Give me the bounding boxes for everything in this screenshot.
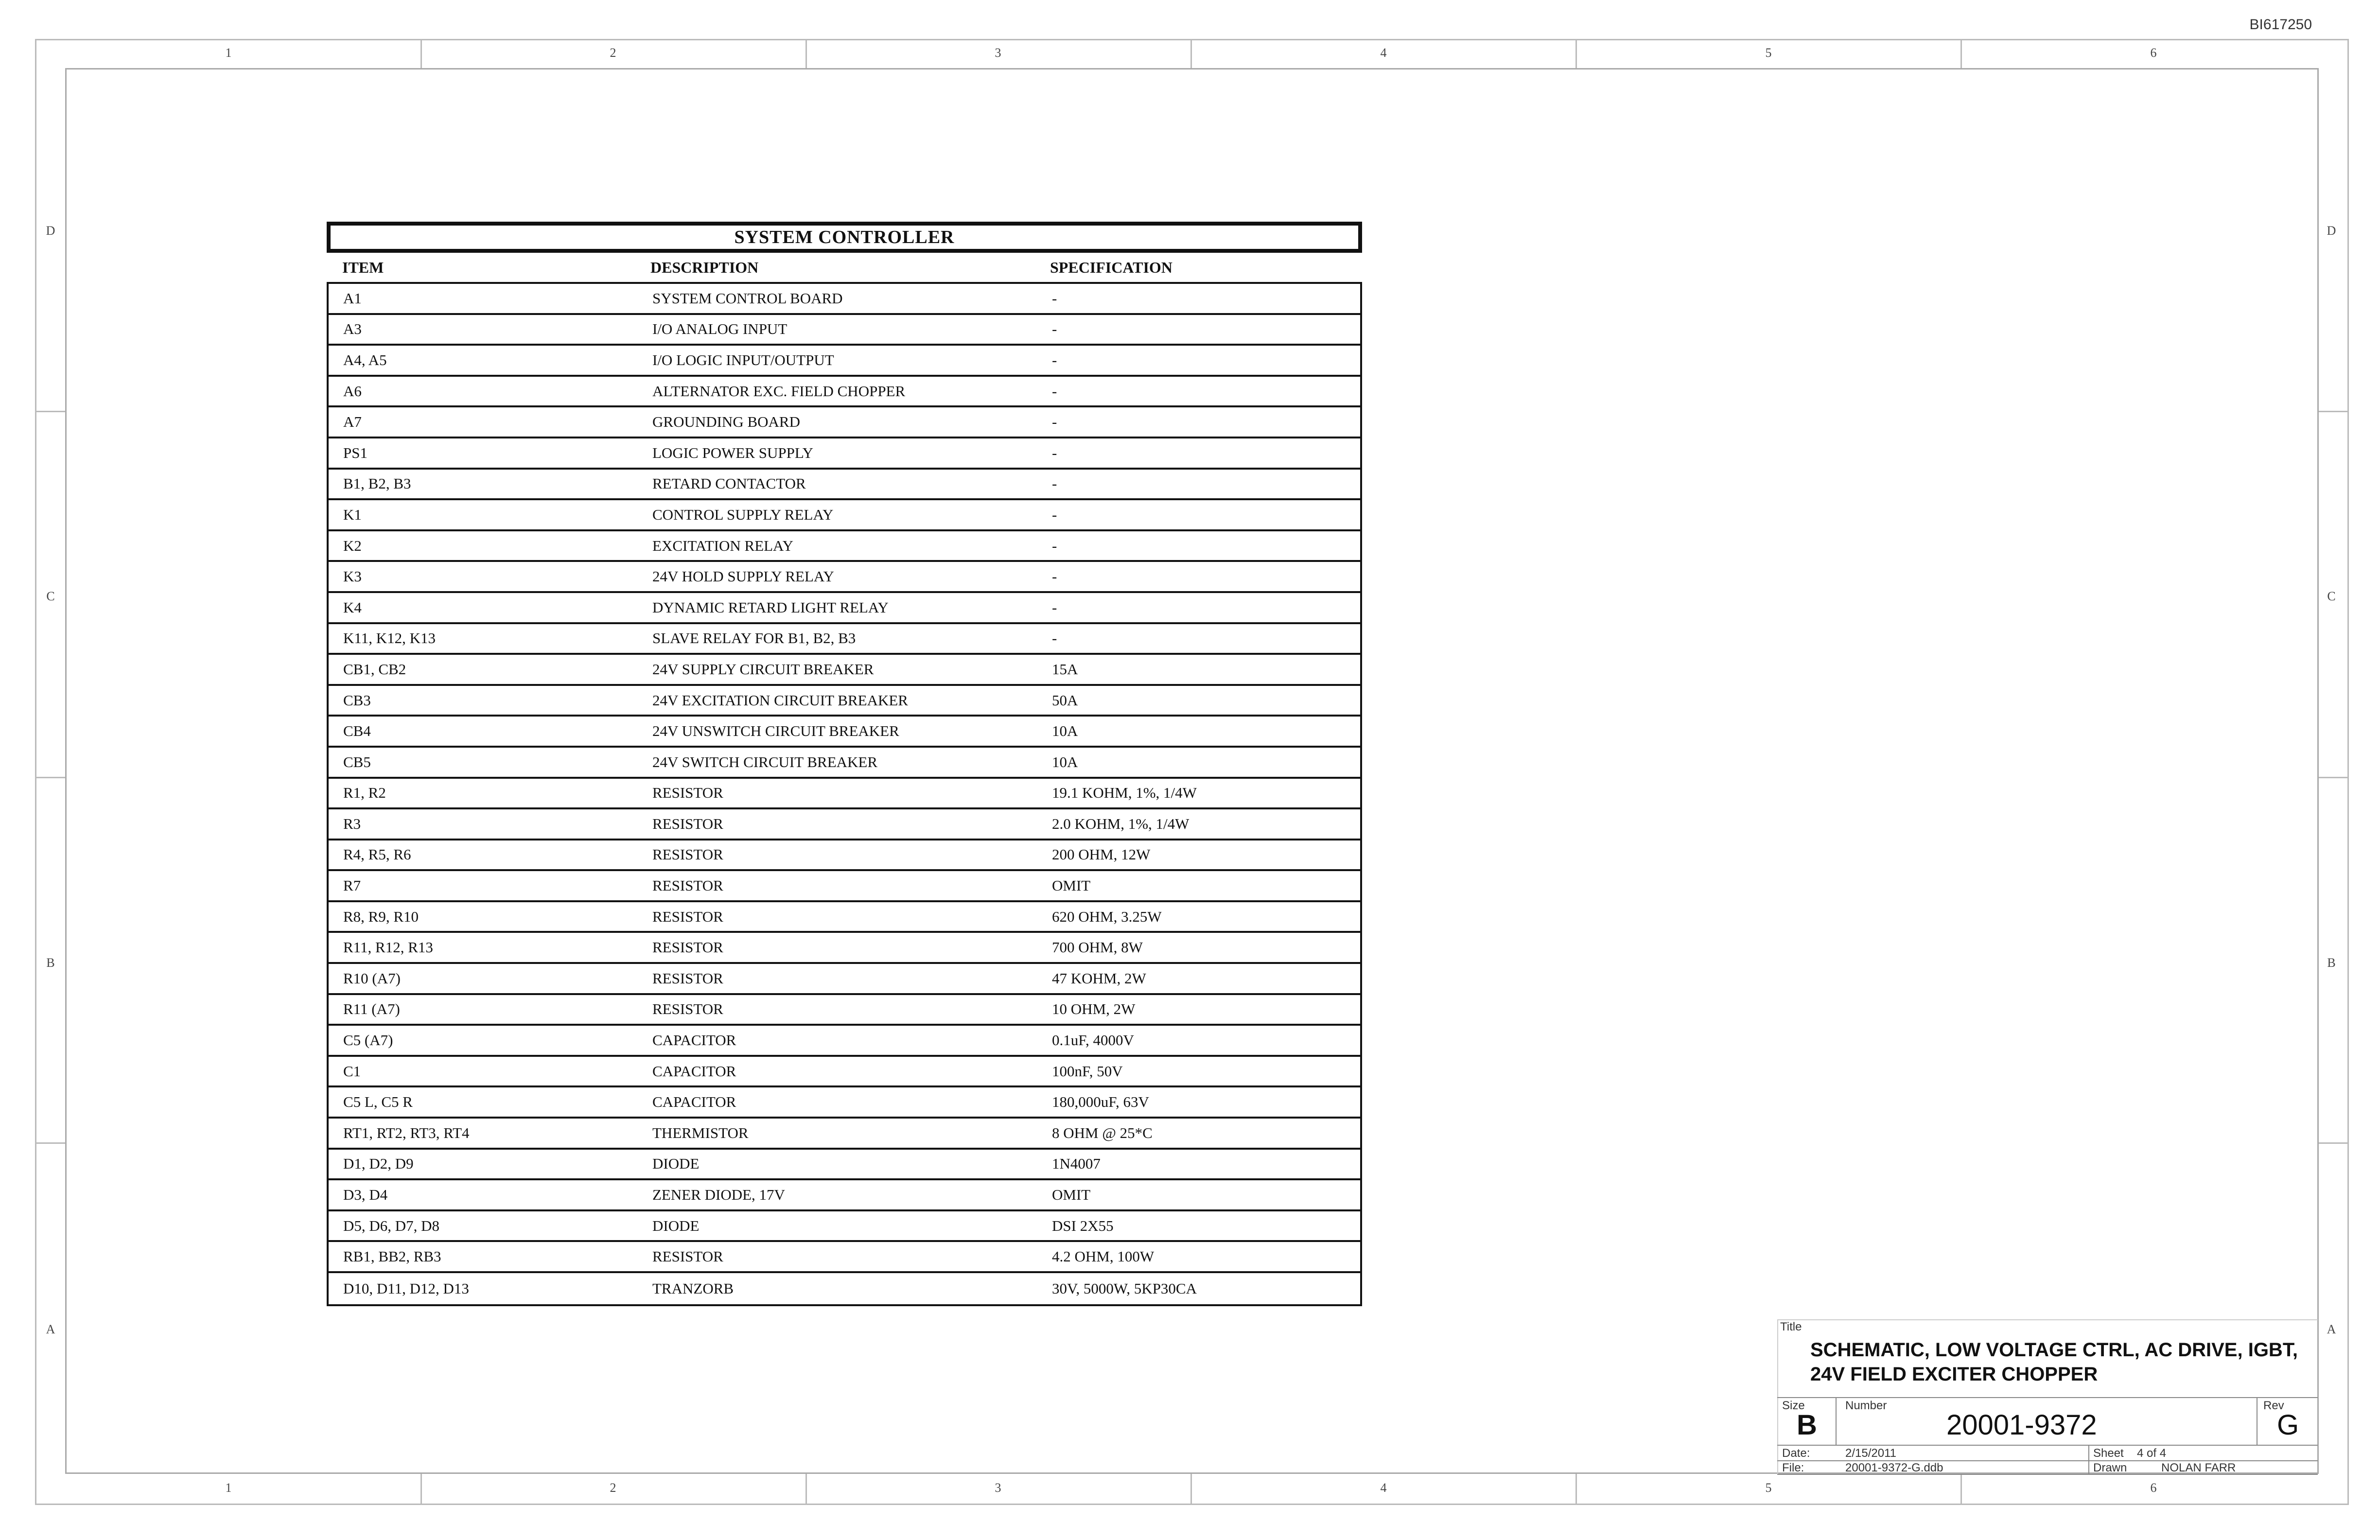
cell-item: C1	[343, 1062, 361, 1080]
cell-item: R8, R9, R10	[343, 908, 419, 925]
table-row	[329, 315, 1360, 346]
row-divider	[35, 1142, 65, 1144]
cell-item: C5 (A7)	[343, 1032, 393, 1049]
cell-description: CAPACITOR	[652, 1032, 736, 1049]
cell-specification: 700 OHM, 8W	[1052, 939, 1143, 956]
zone-label-col: 5	[1765, 46, 1772, 60]
cell-specification: 200 OHM, 12W	[1052, 846, 1151, 863]
cell-description: TRANZORB	[652, 1279, 734, 1297]
table-row	[329, 933, 1360, 964]
file-label: File:	[1782, 1461, 1804, 1474]
table-row	[329, 284, 1360, 315]
cell-item: CB3	[343, 691, 371, 709]
table-row	[329, 686, 1360, 717]
header-item: ITEM	[342, 258, 384, 276]
zone-label-row: D	[2327, 224, 2336, 238]
column-divider	[1575, 39, 1577, 68]
file-value: 20001-9372-G.ddb	[1845, 1461, 1943, 1474]
cell-specification: 19.1 KOHM, 1%, 1/4W	[1052, 784, 1197, 802]
cell-specification: -	[1052, 568, 1057, 585]
cell-description: DYNAMIC RETARD LIGHT RELAY	[652, 598, 889, 616]
cell-specification: OMIT	[1052, 877, 1091, 894]
zone-label-col: 2	[610, 46, 616, 60]
drawing-title-line1: SCHEMATIC, LOW VOLTAGE CTRL, AC DRIVE, IGBT,	[1810, 1339, 2298, 1361]
cell-item: D3, D4	[343, 1186, 388, 1204]
cell-item: K1	[343, 506, 362, 523]
row-divider	[35, 777, 65, 778]
table-row	[329, 1026, 1360, 1057]
table-row	[329, 964, 1360, 995]
table-row	[329, 624, 1360, 655]
cell-specification: -	[1052, 320, 1057, 338]
cell-description: RESISTOR	[652, 908, 723, 925]
cell-specification: 50A	[1052, 691, 1078, 709]
cell-description: RESISTOR	[652, 939, 723, 956]
cell-description: 24V SUPPLY CIRCUIT BREAKER	[652, 660, 874, 678]
table-row	[329, 346, 1360, 377]
table-row	[329, 717, 1360, 748]
sheet-value: 4 of 4	[2137, 1447, 2167, 1460]
table-row	[329, 1180, 1360, 1211]
cell-specification: -	[1052, 598, 1057, 616]
cell-item: CB5	[343, 753, 371, 770]
table-row	[329, 1242, 1360, 1273]
row-divider	[35, 411, 65, 412]
cell-specification: 10 OHM, 2W	[1052, 1000, 1136, 1018]
column-divider	[805, 39, 807, 68]
rev-label: Rev	[2263, 1399, 2284, 1412]
cell-specification: 8 OHM @ 25*C	[1052, 1124, 1153, 1141]
cell-specification: 10A	[1052, 753, 1078, 770]
cell-description: GROUNDING BOARD	[652, 413, 800, 431]
table-row	[329, 1087, 1360, 1119]
cell-specification: -	[1052, 475, 1057, 492]
cell-specification: 10A	[1052, 722, 1078, 740]
zone-label-row: B	[46, 956, 55, 970]
cell-item: B1, B2, B3	[343, 475, 411, 492]
cell-item: R10 (A7)	[343, 969, 401, 987]
date-value: 2/15/2011	[1845, 1447, 1896, 1460]
table-row	[329, 562, 1360, 593]
cell-description: CONTROL SUPPLY RELAY	[652, 506, 834, 523]
cell-description: I/O LOGIC INPUT/OUTPUT	[652, 351, 834, 368]
cell-description: SLAVE RELAY FOR B1, B2, B3	[652, 630, 856, 647]
cell-specification: 180,000uF, 63V	[1052, 1093, 1149, 1111]
cell-item: R1, R2	[343, 784, 386, 802]
cell-description: 24V EXCITATION CIRCUIT BREAKER	[652, 691, 908, 709]
header-description: DESCRIPTION	[650, 258, 759, 276]
cell-description: RESISTOR	[652, 1000, 723, 1018]
cell-description: ZENER DIODE, 17V	[652, 1186, 785, 1204]
table-row	[329, 377, 1360, 408]
bom-table	[327, 222, 1362, 1306]
cell-specification: -	[1052, 413, 1057, 431]
cell-item: RT1, RT2, RT3, RT4	[343, 1124, 470, 1141]
title-label: Title	[1780, 1320, 1802, 1333]
cell-description: DIODE	[652, 1155, 700, 1172]
cell-description: 24V SWITCH CIRCUIT BREAKER	[652, 753, 878, 770]
cell-description: DIODE	[652, 1217, 700, 1234]
cell-description: RESISTOR	[652, 815, 723, 832]
table-row	[329, 871, 1360, 902]
table-row	[329, 995, 1360, 1026]
cell-specification: 4.2 OHM, 100W	[1052, 1248, 1155, 1265]
table-row	[329, 655, 1360, 686]
cell-specification: OMIT	[1052, 1186, 1091, 1204]
table-row	[329, 902, 1360, 933]
cell-description: CAPACITOR	[652, 1093, 736, 1111]
table-row	[329, 593, 1360, 624]
table-row	[329, 1119, 1360, 1150]
cell-description: RESISTOR	[652, 784, 723, 802]
cell-item: K3	[343, 568, 362, 585]
cell-item: PS1	[343, 444, 368, 461]
zone-label-col: 3	[995, 1481, 1001, 1495]
cell-specification: 100nF, 50V	[1052, 1062, 1123, 1080]
zone-label-col: 3	[995, 46, 1001, 60]
cell-item: K4	[343, 598, 362, 616]
cell-specification: -	[1052, 382, 1057, 400]
zone-label-row: B	[2327, 956, 2336, 970]
cell-specification: 2.0 KOHM, 1%, 1/4W	[1052, 815, 1190, 832]
drawn-value: NOLAN FARR	[2161, 1461, 2236, 1474]
column-divider	[1190, 1474, 1192, 1505]
column-divider	[420, 39, 422, 68]
zone-label-col: 2	[610, 1481, 616, 1495]
cell-specification: 15A	[1052, 660, 1078, 678]
cell-description: SYSTEM CONTROL BOARD	[652, 289, 843, 307]
column-divider	[420, 1474, 422, 1505]
size-label: Size	[1782, 1399, 1805, 1412]
cell-specification: 47 KOHM, 2W	[1052, 969, 1146, 987]
cell-specification: DSI 2X55	[1052, 1217, 1114, 1234]
cell-description: ALTERNATOR EXC. FIELD CHOPPER	[652, 382, 906, 400]
cell-description: RETARD CONTACTOR	[652, 475, 806, 492]
cell-item: A1	[343, 289, 362, 307]
table-row	[329, 1273, 1360, 1304]
table-row	[329, 500, 1360, 531]
title-block	[1777, 1319, 2318, 1475]
cell-item: R3	[343, 815, 361, 832]
drawing-title-line2: 24V FIELD EXCITER CHOPPER	[1810, 1364, 2098, 1385]
cell-item: C5 L, C5 R	[343, 1093, 413, 1111]
cell-description: RESISTOR	[652, 846, 723, 863]
drawn-label: Drawn	[2093, 1461, 2127, 1474]
sheet-label: Sheet	[2093, 1447, 2124, 1460]
cell-specification: 1N4007	[1052, 1155, 1101, 1172]
cell-description: 24V HOLD SUPPLY RELAY	[652, 568, 834, 585]
zone-label-col: 5	[1765, 1481, 1772, 1495]
cell-item: D10, D11, D12, D13	[343, 1279, 469, 1297]
date-label: Date:	[1782, 1447, 1810, 1460]
cell-specification: -	[1052, 630, 1057, 647]
cell-description: 24V UNSWITCH CIRCUIT BREAKER	[652, 722, 899, 740]
cell-item: R11, R12, R13	[343, 939, 433, 956]
column-divider	[1960, 39, 1962, 68]
table-row	[329, 407, 1360, 438]
zone-label-col: 4	[1380, 46, 1387, 60]
table-row	[329, 748, 1360, 779]
cell-item: K2	[343, 537, 362, 554]
cell-description: THERMISTOR	[652, 1124, 749, 1141]
zone-label-row: D	[46, 224, 55, 238]
cell-item: R11 (A7)	[343, 1000, 400, 1018]
cell-description: I/O ANALOG INPUT	[652, 320, 788, 338]
cell-item: D5, D6, D7, D8	[343, 1217, 440, 1234]
bom-title: SYSTEM CONTROLLER	[327, 222, 1362, 253]
column-divider	[1190, 39, 1192, 68]
cell-item: D1, D2, D9	[343, 1155, 414, 1172]
column-divider	[805, 1474, 807, 1505]
cell-description: RESISTOR	[652, 877, 723, 894]
cell-specification: -	[1052, 506, 1057, 523]
number-label: Number	[1845, 1399, 1887, 1412]
cell-item: K11, K12, K13	[343, 630, 436, 647]
cell-specification: -	[1052, 289, 1057, 307]
cell-item: CB4	[343, 722, 371, 740]
cell-item: CB1, CB2	[343, 660, 406, 678]
cell-specification: -	[1052, 444, 1057, 461]
table-row	[329, 531, 1360, 562]
cell-item: A3	[343, 320, 362, 338]
cell-description: LOGIC POWER SUPPLY	[652, 444, 814, 461]
zone-label-row: C	[46, 589, 55, 603]
zone-label-col: 1	[225, 1481, 232, 1495]
table-row	[329, 840, 1360, 872]
cell-specification: 620 OHM, 3.25W	[1052, 908, 1162, 925]
bom-header-row	[327, 253, 1362, 282]
cell-description: RESISTOR	[652, 1248, 723, 1265]
cell-description: RESISTOR	[652, 969, 723, 987]
row-divider	[2319, 777, 2349, 778]
cell-item: A7	[343, 413, 362, 431]
column-divider	[1575, 1474, 1577, 1505]
cell-description: EXCITATION RELAY	[652, 537, 793, 554]
table-row	[329, 1057, 1360, 1088]
zone-label-col: 6	[2150, 46, 2157, 60]
document-id: BI617250	[2249, 17, 2312, 33]
table-row	[329, 1150, 1360, 1181]
cell-item: RB1, BB2, RB3	[343, 1248, 441, 1265]
table-row	[329, 779, 1360, 810]
column-divider	[1960, 1474, 1962, 1505]
cell-specification: 0.1uF, 4000V	[1052, 1032, 1134, 1049]
table-row	[329, 1211, 1360, 1242]
zone-label-col: 6	[2150, 1481, 2157, 1495]
zone-label-col: 4	[1380, 1481, 1387, 1495]
rev-value: G	[2277, 1409, 2299, 1441]
row-divider	[2319, 1142, 2349, 1144]
cell-item: A4, A5	[343, 351, 387, 368]
cell-item: R4, R5, R6	[343, 846, 411, 863]
cell-description: CAPACITOR	[652, 1062, 736, 1080]
table-row	[329, 470, 1360, 501]
zone-label-col: 1	[225, 46, 232, 60]
zone-label-row: C	[2327, 589, 2336, 603]
cell-specification: 30V, 5000W, 5KP30CA	[1052, 1279, 1197, 1297]
table-row	[329, 809, 1360, 840]
cell-item: A6	[343, 382, 362, 400]
cell-specification: -	[1052, 351, 1057, 368]
zone-label-row: A	[46, 1322, 55, 1336]
bom-body	[327, 282, 1362, 1306]
header-specification: SPECIFICATION	[1050, 258, 1172, 276]
cell-specification: -	[1052, 537, 1057, 554]
zone-label-row: A	[2327, 1322, 2336, 1336]
row-divider	[2319, 411, 2349, 412]
table-row	[329, 438, 1360, 470]
number-value: 20001-9372	[1946, 1409, 2097, 1441]
cell-item: R7	[343, 877, 361, 894]
size-value: B	[1797, 1409, 1817, 1441]
